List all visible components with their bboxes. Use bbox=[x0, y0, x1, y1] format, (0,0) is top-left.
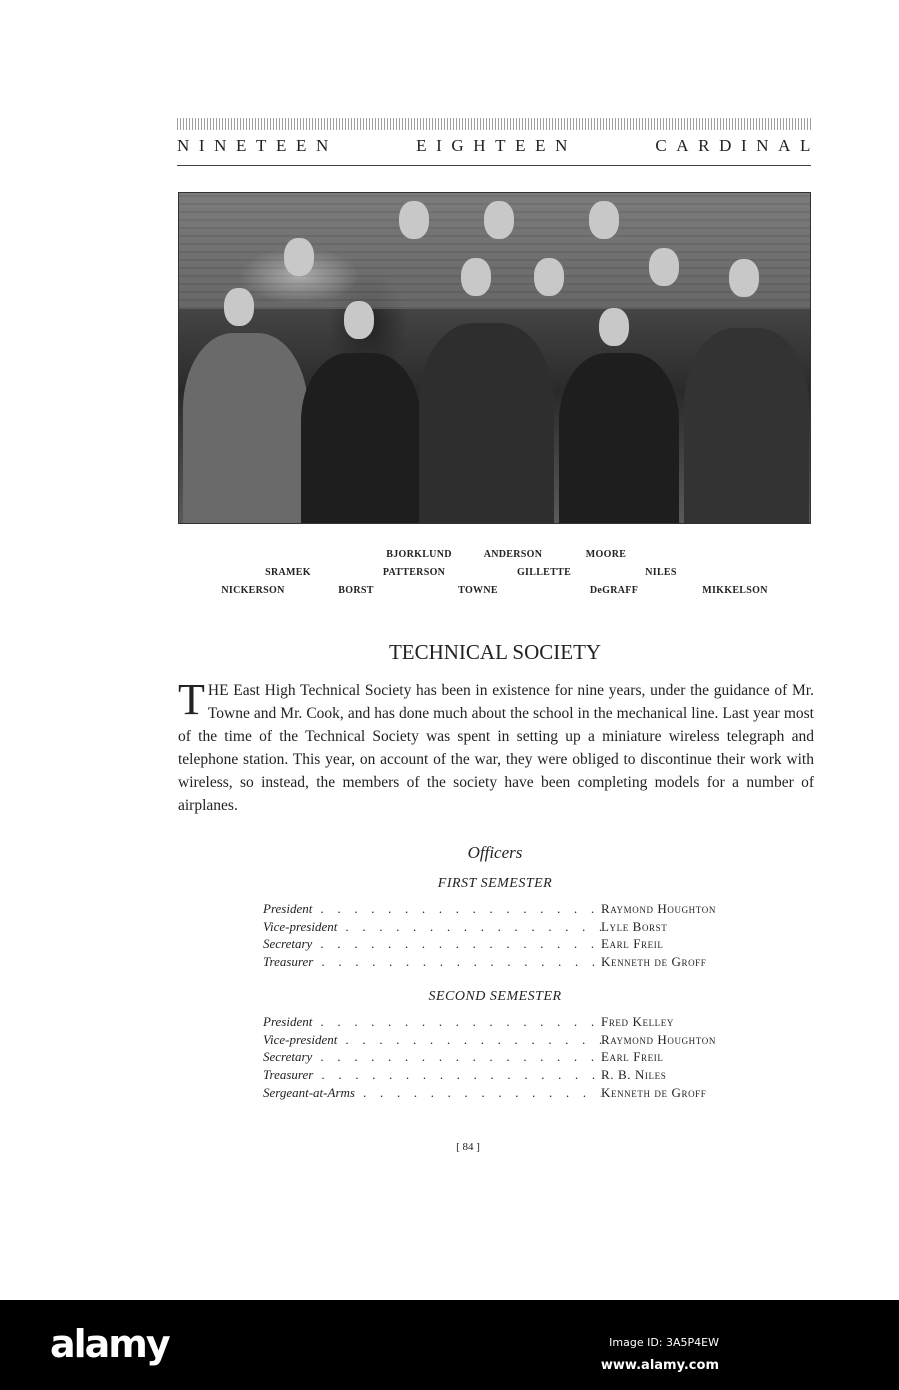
caption-name: NILES bbox=[645, 567, 677, 578]
officer-name: Kenneth de Groff bbox=[601, 954, 707, 970]
officer-name: Fred Kelley bbox=[601, 1014, 674, 1029]
article-body bbox=[178, 675, 814, 817]
caption-name: BORST bbox=[338, 585, 374, 596]
officer-role: Sergeant-at-Arms . . . bbox=[263, 1085, 601, 1103]
running-title-word: EIGHTEEN bbox=[416, 136, 578, 155]
image-id: Image ID: 3A5P4EW bbox=[609, 1336, 719, 1349]
officer-role: Treasurer . . . bbox=[263, 954, 601, 972]
officer-role: President . . . bbox=[263, 1014, 601, 1032]
officer-name: Kenneth de Groff bbox=[601, 1084, 707, 1100]
header-ornament bbox=[177, 118, 811, 130]
caption-name: GILLETTE bbox=[516, 567, 572, 578]
running-title-word: NINETEEN bbox=[177, 136, 338, 155]
caption-name: DeGRAFF bbox=[589, 585, 639, 596]
article-title: TECHNICAL SOCIETY bbox=[388, 640, 602, 664]
page-number: [ 84 ] bbox=[456, 1141, 480, 1153]
officer-role: Vice-president . . . bbox=[263, 919, 601, 937]
group-photo bbox=[178, 192, 811, 524]
officer-row bbox=[263, 1067, 743, 1085]
running-title-word: CARDINAL bbox=[655, 136, 820, 155]
watermark-band bbox=[0, 1300, 899, 1390]
officer-role: Secretary . . . bbox=[263, 1049, 601, 1067]
caption-name: SRAMEK bbox=[265, 567, 311, 578]
caption-name: MIKKELSON bbox=[702, 585, 768, 596]
drop-cap: T bbox=[178, 675, 205, 724]
officer-role: Treasurer . . . bbox=[263, 1067, 601, 1085]
caption-name: BJORKLUND bbox=[386, 549, 452, 560]
watermark-url: www.alamy.com bbox=[600, 1358, 719, 1373]
officer-name: Raymond Houghton bbox=[601, 1031, 716, 1047]
officer-row bbox=[263, 954, 743, 972]
officer-name: Raymond Houghton bbox=[601, 901, 716, 916]
first-semester-label: FIRST SEMESTER bbox=[437, 876, 553, 891]
officer-role: President . . . bbox=[263, 901, 601, 919]
officer-role: Secretary . . . bbox=[263, 936, 601, 954]
caption-name: PATTERSON bbox=[382, 567, 446, 578]
caption-name: TOWNE bbox=[458, 585, 498, 596]
header-rule bbox=[177, 165, 811, 166]
caption-name: ANDERSON bbox=[483, 549, 543, 560]
officer-row bbox=[263, 901, 743, 919]
officer-row bbox=[263, 1049, 743, 1067]
officer-role: Vice-president . . . bbox=[263, 1032, 601, 1050]
alamy-logo: alamy bbox=[50, 1322, 169, 1366]
running-title bbox=[177, 136, 820, 156]
caption-name: MOORE bbox=[585, 549, 627, 560]
officer-row bbox=[263, 1014, 743, 1032]
officer-row bbox=[263, 1085, 743, 1103]
caption-name: NICKERSON bbox=[221, 585, 285, 596]
officer-row bbox=[263, 919, 743, 937]
officer-name: Earl Freil bbox=[601, 936, 664, 952]
officers-heading: Officers bbox=[467, 843, 523, 862]
officer-row bbox=[263, 1032, 743, 1050]
officer-name: Earl Freil bbox=[601, 1049, 664, 1065]
officer-row bbox=[263, 936, 743, 954]
article-text: HE East High Technical Society has been in existence for nine years, under the guidance of Mr. Towne and Mr. Cook, and has done much about the school in the mechanical line. Last year most of the time of the Technical Society was spent in setting up a miniature wireless telegraph and telephone station. This year, on account of the war, they were obliged to discontinue their work with wireless, so instead, the members of the society have been completing models for a number of airplanes. bbox=[178, 682, 814, 814]
officer-name: Lyle Borst bbox=[601, 918, 668, 934]
officer-name: R. B. Niles bbox=[601, 1067, 667, 1083]
second-semester-label: SECOND SEMESTER bbox=[428, 989, 562, 1004]
